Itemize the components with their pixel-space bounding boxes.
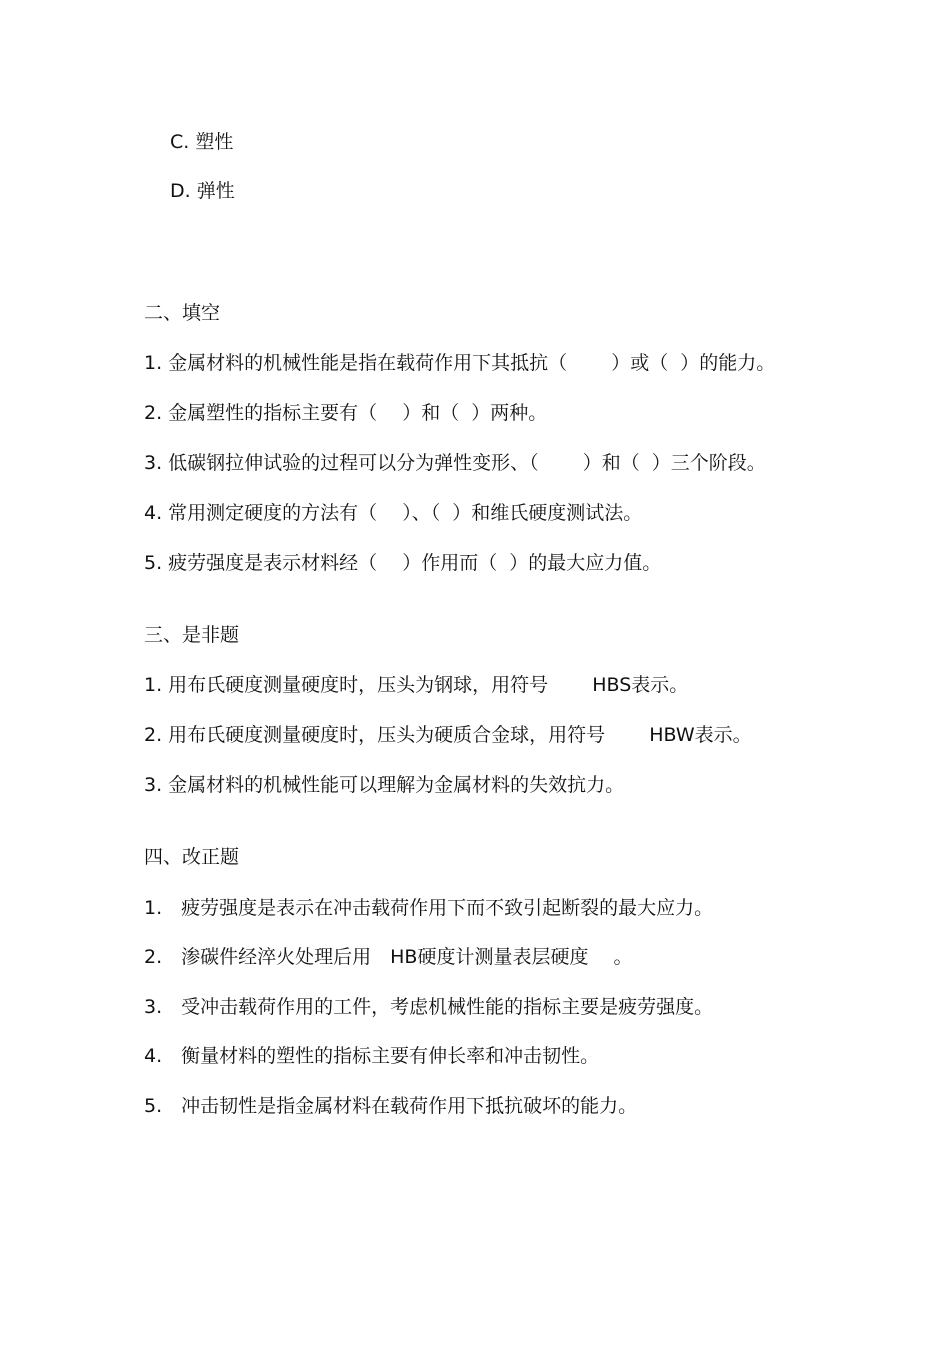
correction-item: 5. 冲击韧性是指金属材料在载荷作用下抵抗破坏的能力。 <box>144 1095 638 1117</box>
true-false-item: 3. 金属材料的机械性能可以理解为金属材料的失效抗力。 <box>144 774 625 796</box>
correction-item: 4. 衡量材料的塑性的指标主要有伸长率和冲击韧性。 <box>144 1045 600 1067</box>
correction-item: 3. 受冲击载荷作用的工件，考虑机械性能的指标主要是疲劳强度。 <box>144 996 714 1018</box>
true-false-item: 1. 用布氏硬度测量硬度时，压头为钢球，用符号 HBS表示。 <box>144 674 689 696</box>
section-heading-true-false: 三、是非题 <box>144 624 240 646</box>
section-heading-correction: 四、改正题 <box>144 846 240 868</box>
fill-blank-item: 1. 金属材料的机械性能是指在载荷作用下其抵抗（ ）或（ ）的能力。 <box>144 352 776 374</box>
correction-item: 2. 渗碳件经淬火处理后用 HB硬度计测量表层硬度 。 <box>144 946 633 968</box>
fill-blank-item: 2. 金属塑性的指标主要有（ ）和（ ）两种。 <box>144 402 548 424</box>
option-c: C. 塑性 <box>170 131 234 153</box>
true-false-item: 2. 用布氏硬度测量硬度时，压头为硬质合金球，用符号 HBW表示。 <box>144 724 752 746</box>
fill-blank-item: 5. 疲劳强度是表示材料经（ ）作用而（ ）的最大应力值。 <box>144 552 662 574</box>
correction-item: 1. 疲劳强度是表示在冲击载荷作用下而不致引起断裂的最大应力。 <box>144 897 714 919</box>
option-d: D. 弹性 <box>170 180 235 202</box>
fill-blank-item: 4. 常用测定硬度的方法有（ ）、（ ）和维氏硬度测试法。 <box>144 502 643 524</box>
section-heading-fill-blank: 二、填空 <box>144 302 221 324</box>
fill-blank-item: 3. 低碳钢拉伸试验的过程可以分为弹性变形、（ ）和（ ）三个阶段。 <box>144 452 766 474</box>
